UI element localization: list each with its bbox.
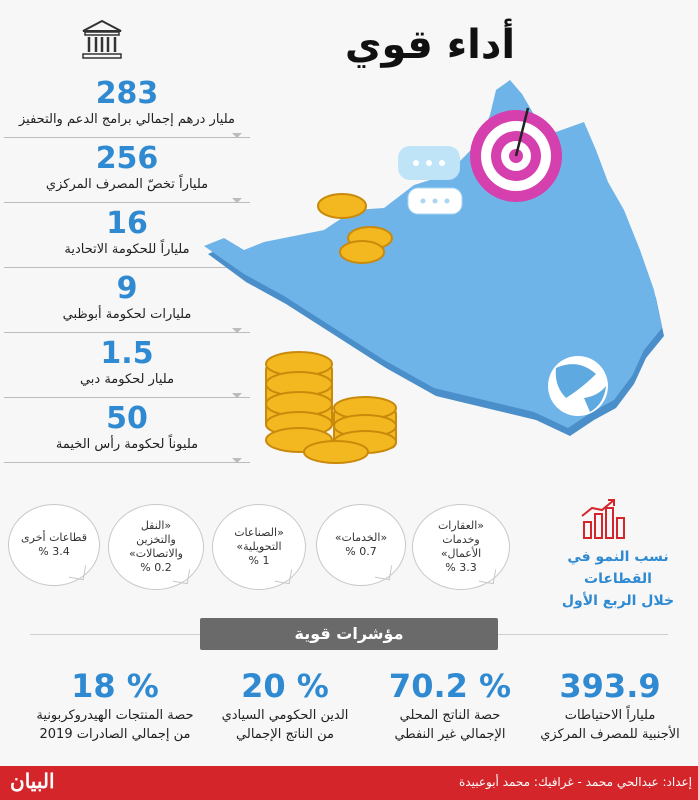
footer-bar: [0, 766, 698, 800]
sector-name: «الخدمات»: [334, 531, 388, 544]
stat-label: مليوناً لحكومة رأس الخيمة: [55, 437, 199, 452]
stat-label: ملياراً للحكومة الاتحادية: [64, 242, 190, 257]
uae-map-illustration: [186, 68, 686, 478]
publisher-logo: البيان: [10, 769, 55, 793]
indicator-item: [530, 666, 690, 744]
growth-title: [538, 546, 698, 612]
growth-chart-icon: [578, 496, 626, 540]
growth-title-line: خلال الربع الأول: [561, 593, 675, 609]
stat-value: 283: [95, 76, 159, 111]
indicator-label: من إجمالي الصادرات 2019: [39, 727, 191, 742]
indicator-label: حصة الناتج المحلي: [399, 708, 501, 723]
indicator-label: الدين الحكومي السيادي: [221, 708, 349, 723]
bank-icon: [80, 18, 124, 62]
stat-value: 256: [95, 141, 159, 176]
stat-label: مليار لحكومة دبي: [79, 372, 175, 387]
page-title: أداء قوي: [344, 22, 516, 68]
indicator-label: حصة المنتجات الهيدروكربونية: [36, 708, 194, 723]
sector-value: 1 %: [248, 554, 270, 567]
stat-value: 16: [106, 206, 148, 241]
sector-name: قطاعات أخرى: [21, 531, 87, 544]
sector-value: 3.3 %: [445, 561, 477, 574]
sector-name: «الصناعات التحويلية»: [234, 526, 284, 553]
sector-value: 0.2 %: [140, 561, 172, 574]
stat-value: 50: [106, 401, 148, 436]
sector-value: 0.7 %: [345, 545, 377, 558]
indicator-item: [205, 666, 365, 744]
indicator-item: [370, 666, 530, 744]
section-title: مؤشرات قوية: [200, 618, 498, 650]
indicator-value: 70.2 %: [388, 667, 512, 705]
indicator-value: 18 %: [71, 667, 159, 705]
sector-bubble: [108, 504, 204, 590]
stat-value: 9: [116, 271, 138, 306]
stat-label: ملياراً تخصّ المصرف المركزي: [45, 177, 209, 192]
indicator-item: [26, 666, 204, 744]
indicator-label: الأجنبية للمصرف المركزي: [540, 727, 680, 742]
stat-label: مليارات لحكومة أبوظبي: [62, 307, 192, 322]
sector-name: «العقارات وخدمات الأعمال»: [437, 519, 485, 560]
indicator-label: ملياراً الاحتياطات: [564, 708, 656, 723]
indicator-label: الإجمالي غير النفطي: [394, 727, 506, 742]
sector-bubble: [412, 504, 510, 590]
indicator-value: 393.9: [559, 667, 661, 705]
sector-bubble: [316, 504, 406, 586]
sector-name: «النقل والتخزين والاتصالات»: [129, 519, 183, 560]
sector-bubble: [212, 504, 306, 590]
stat-value: 1.5: [100, 336, 154, 371]
credits-text: إعداد: عبدالحي محمد - غرافيك: محمد أبوعبيدة: [459, 775, 692, 789]
stat-label: مليار درهم إجمالي برامج الدعم والتحفيز: [19, 112, 235, 127]
indicator-value: 20 %: [241, 667, 329, 705]
sector-value: 3.4 %: [38, 545, 70, 558]
indicator-label: من الناتج الإجمالي: [236, 727, 334, 742]
sector-bubble: [8, 504, 100, 586]
growth-title-line: نسب النمو في القطاعات: [567, 549, 669, 587]
